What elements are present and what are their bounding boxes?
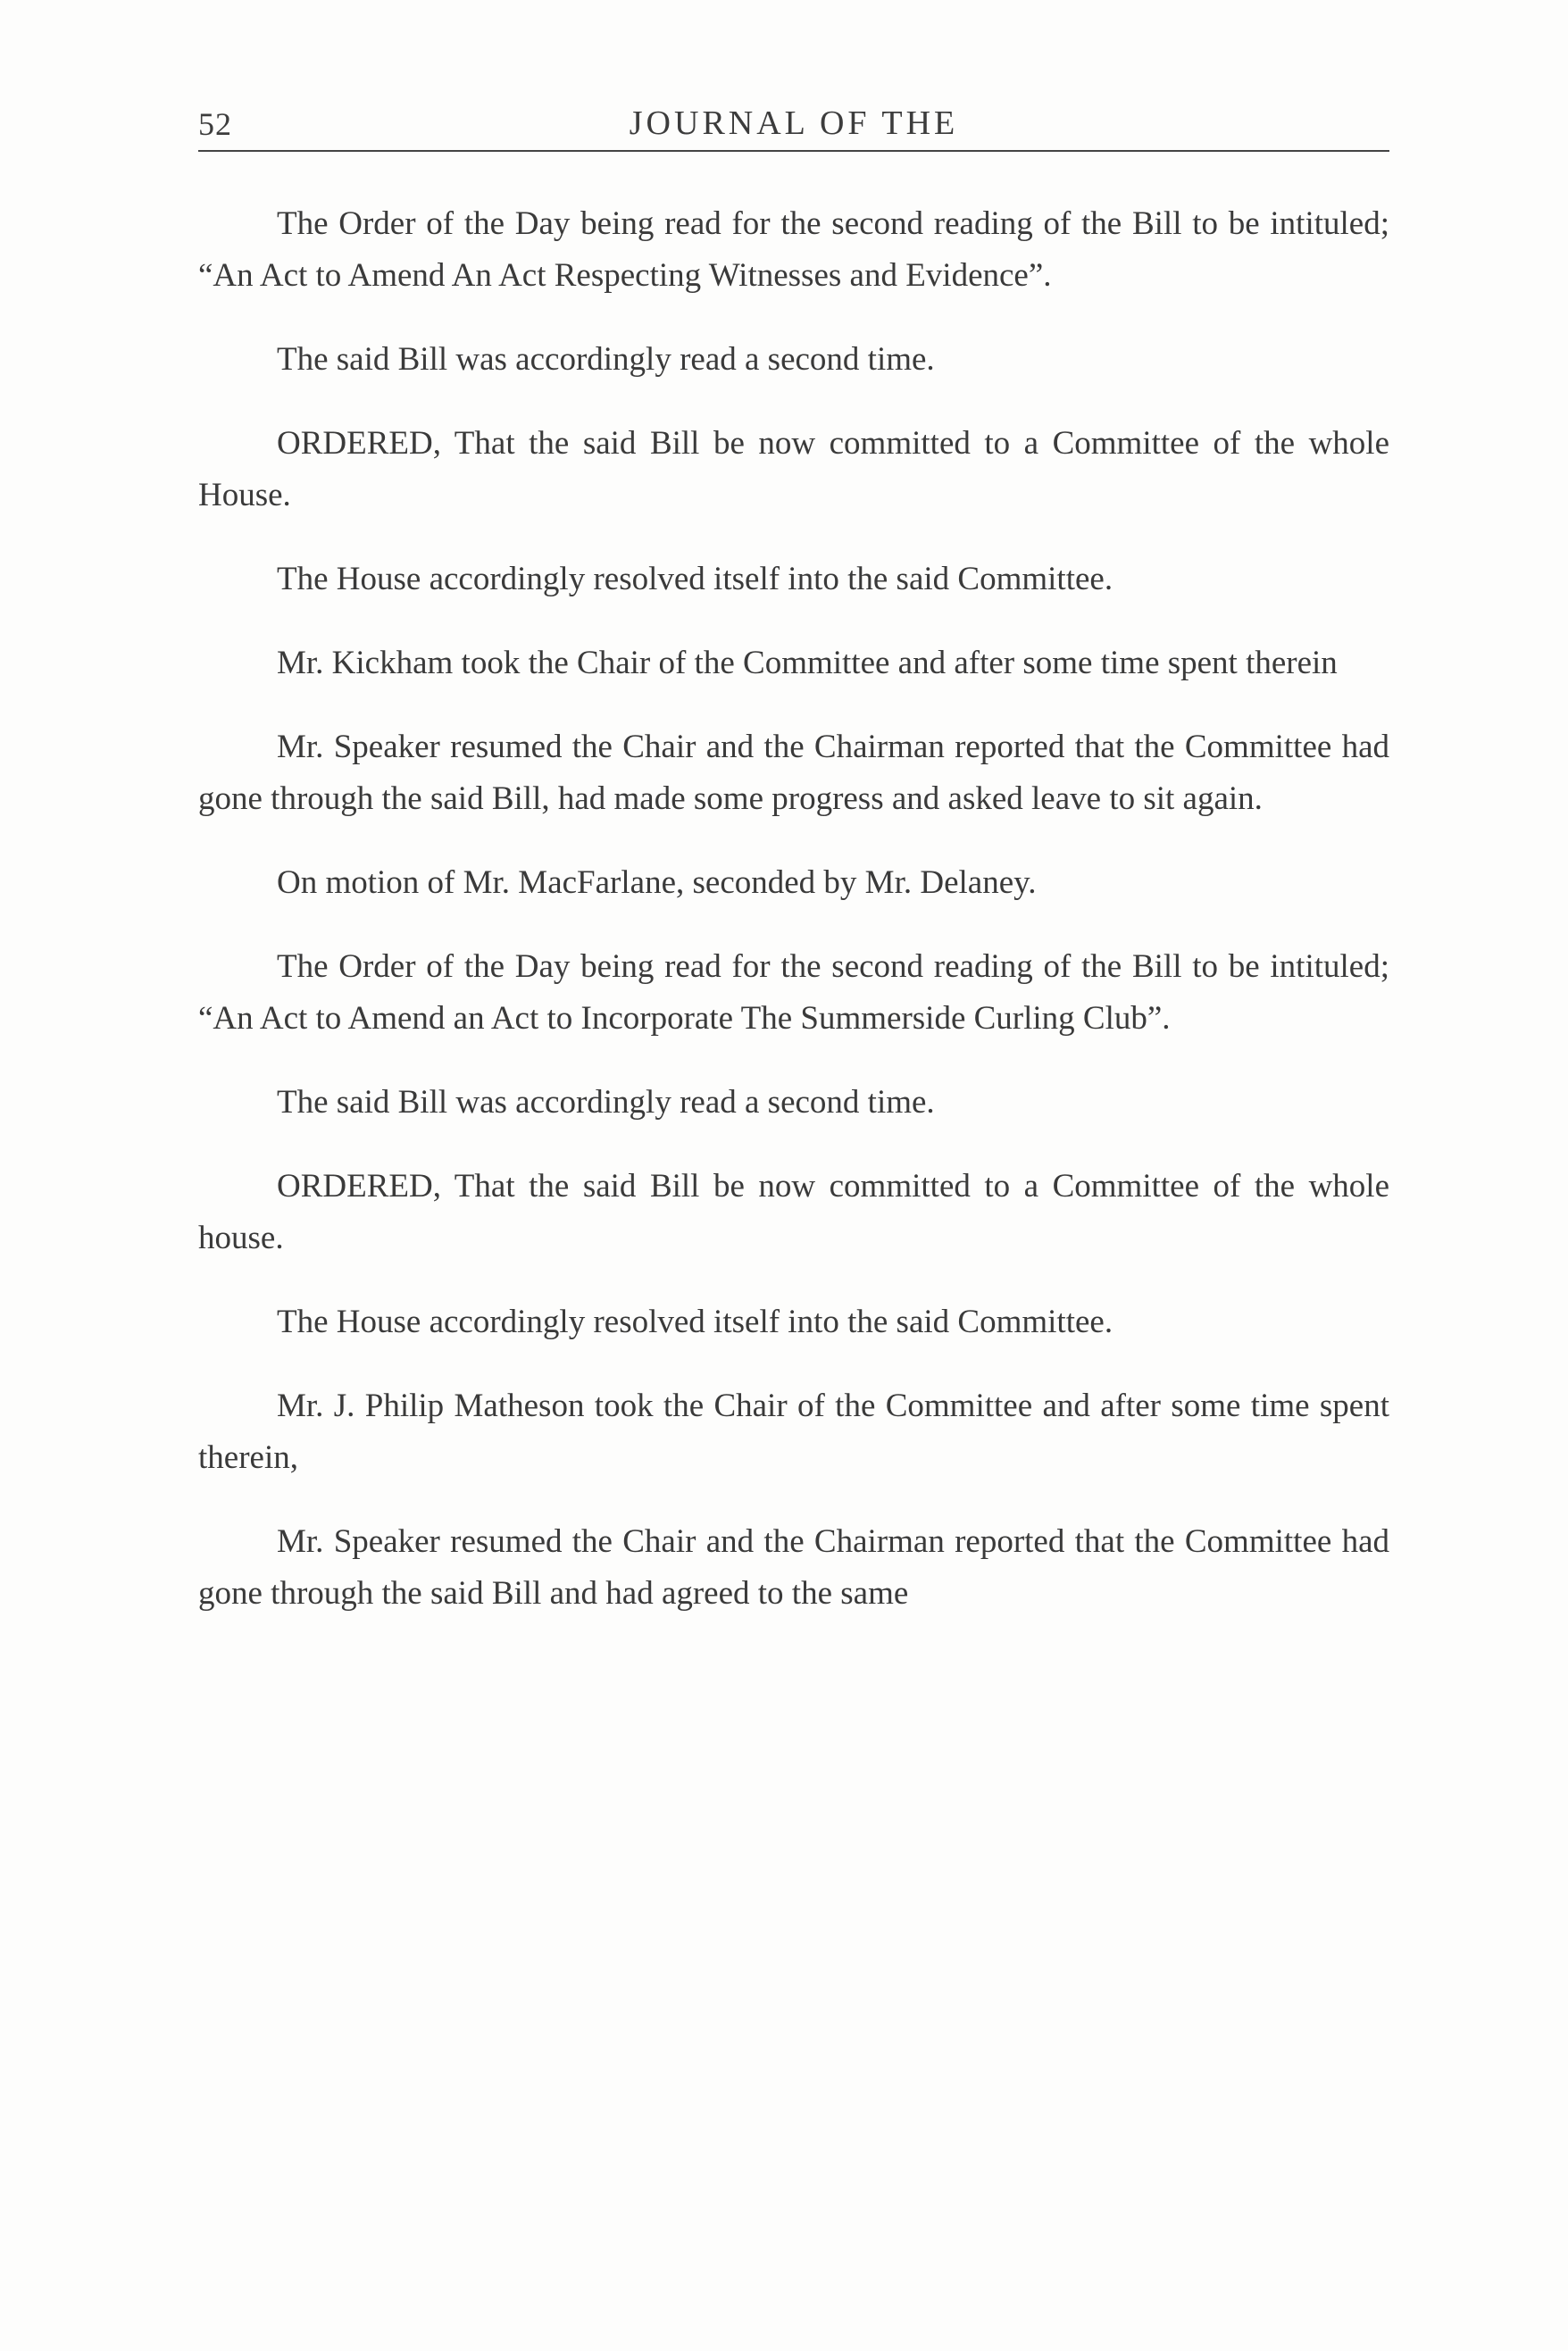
paragraph-speaker-report-agreed: Mr. Speaker resumed the Chair and the Chairman reported that the Committee had gone through the said Bill and had agreed to the same (198, 1523, 1389, 1612)
paragraph-bill-witnesses-order: The Order of the Day being read for the second reading of the Bill to be intituled; “An Act to Amend An Act Respecting Witnesses and Evidence”. (198, 205, 1389, 294)
header-rule (198, 150, 1389, 152)
paragraph-speaker-report-progress: Mr. Speaker resumed the Chair and the Chairman reported that the Committee had gone through the said Bill, had made some progress and asked leave to sit again. (198, 729, 1389, 817)
paragraph-second-reading: The said Bill was accordingly read a second time. (277, 341, 935, 378)
paragraph-second-reading-2: The said Bill was accordingly read a second time. (277, 1084, 935, 1121)
page-number: 52 (198, 106, 232, 142)
journal-body (198, 198, 1389, 1652)
journal-title: JOURNAL OF THE (629, 104, 959, 142)
paragraph-house-resolved-2: The House accordingly resolved itself into the said Committee. (277, 1304, 1113, 1340)
paragraph-bill-curling-order: The Order of the Day being read for the second reading of the Bill to be intituled; “An Act to Amend an Act to Incorporate The Summerside Curling Club”. (198, 948, 1389, 1037)
paragraph-house-resolved: The House accordingly resolved itself into the said Committee. (277, 561, 1113, 597)
paragraph-ordered-committee-2: ORDERED, That the said Bill be now committed to a Committee of the whole house. (198, 1168, 1389, 1256)
paragraph-ordered-committee: ORDERED, That the said Bill be now committed to a Committee of the whole House. (198, 425, 1389, 513)
running-head (198, 96, 1389, 148)
paragraph-motion: On motion of Mr. MacFarlane, seconded by Mr. Delaney. (277, 864, 1037, 901)
paragraph-matheson-chair: Mr. J. Philip Matheson took the Chair of the Committee and after some time spent therein, (198, 1388, 1389, 1476)
paragraph-kickham-chair: Mr. Kickham took the Chair of the Committee and after some time spent therein (277, 645, 1338, 681)
